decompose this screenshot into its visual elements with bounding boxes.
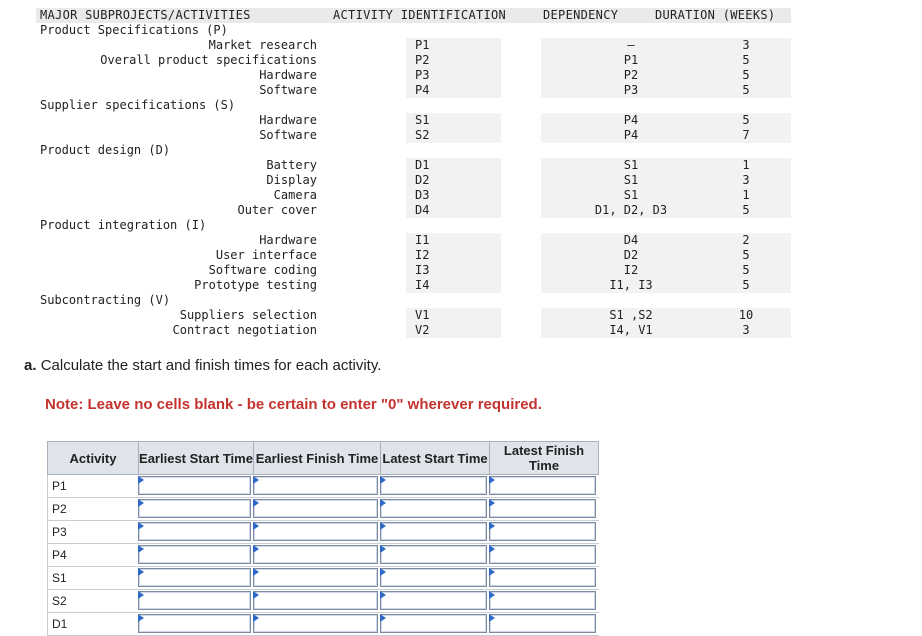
latest-finish-input[interactable]	[489, 591, 596, 610]
activity-name: Suppliers selection	[179, 308, 317, 322]
activity-row	[36, 203, 791, 218]
group-row	[36, 23, 791, 38]
answer-activity-label: S1	[47, 567, 137, 589]
input-flag-icon	[380, 591, 386, 599]
answer-cell	[137, 475, 252, 497]
input-flag-icon	[380, 522, 386, 530]
activity-duration: 3	[742, 38, 750, 52]
answer-cell	[379, 567, 488, 589]
answer-cell	[137, 590, 252, 612]
latest-start-input[interactable]	[380, 522, 487, 541]
activity-name: Overall product specifications	[100, 53, 317, 67]
activity-duration: 7	[742, 128, 750, 142]
input-flag-icon	[253, 499, 259, 507]
answer-cell	[252, 521, 379, 543]
answer-cell	[488, 567, 597, 589]
activity-id: I1	[415, 233, 430, 247]
activity-id: P2	[415, 53, 430, 67]
activity-id: I2	[415, 248, 430, 262]
answer-row	[47, 498, 599, 521]
activity-duration: 5	[742, 68, 750, 82]
activity-id: V2	[415, 323, 430, 337]
activity-name: Hardware	[259, 233, 317, 247]
activity-row	[36, 233, 791, 248]
group-row	[36, 98, 791, 113]
activity-dependency: I4, V1	[609, 323, 653, 337]
latest-start-input[interactable]	[380, 614, 487, 633]
activity-id: I3	[415, 263, 430, 277]
subproject-name: Subcontracting (V)	[40, 293, 171, 307]
question-part-label: a.	[24, 357, 37, 374]
input-flag-icon	[138, 499, 144, 507]
answer-cell	[252, 544, 379, 566]
input-flag-icon	[253, 591, 259, 599]
answer-cell	[488, 475, 597, 497]
col-earliest-finish-header: Earliest Finish Time	[253, 442, 380, 474]
activity-name: Contract negotiation	[172, 323, 317, 337]
answer-cell	[379, 498, 488, 520]
activity-duration: 5	[742, 203, 750, 217]
activity-name: Software	[259, 128, 317, 142]
activity-id: S2	[415, 128, 430, 142]
subproject-name: Product design (D)	[40, 143, 171, 157]
input-flag-icon	[138, 476, 144, 484]
group-row	[36, 218, 791, 233]
activity-duration: 1	[742, 188, 750, 202]
col-latest-start-header: Latest Start Time	[380, 442, 489, 474]
activity-id: D1	[415, 158, 430, 172]
latest-start-input[interactable]	[380, 568, 487, 587]
activity-id: D4	[415, 203, 430, 217]
earliest-start-input[interactable]	[138, 476, 251, 495]
activity-row	[36, 53, 791, 68]
answer-row	[47, 544, 599, 567]
input-flag-icon	[253, 476, 259, 484]
input-flag-icon	[380, 499, 386, 507]
answer-cell	[379, 544, 488, 566]
input-flag-icon	[489, 591, 495, 599]
activity-duration: 3	[742, 323, 750, 337]
header-duration: DURATION (WEEKS)	[655, 8, 776, 22]
activity-name: Outer cover	[237, 203, 317, 217]
activity-duration: 5	[742, 113, 750, 127]
answer-cell	[137, 613, 252, 635]
col-earliest-start-header: Earliest Start Time	[138, 442, 253, 474]
activity-name: Software	[259, 83, 317, 97]
activity-name: Camera	[273, 188, 317, 202]
activity-duration: 1	[742, 158, 750, 172]
activity-name: Software coding	[208, 263, 317, 277]
input-flag-icon	[138, 545, 144, 553]
activity-row	[36, 173, 791, 188]
activity-row	[36, 278, 791, 293]
activity-row	[36, 128, 791, 143]
input-flag-icon	[380, 476, 386, 484]
activity-id: P4	[415, 83, 430, 97]
activity-id: P1	[415, 38, 430, 52]
earliest-finish-input[interactable]	[253, 545, 378, 564]
col-activity-header: Activity	[69, 450, 117, 466]
earliest-start-input[interactable]	[138, 499, 251, 518]
activity-dependency: I2	[623, 263, 639, 277]
input-flag-icon	[489, 568, 495, 576]
answer-cell	[488, 544, 597, 566]
activity-duration: 5	[742, 83, 750, 97]
latest-finish-input[interactable]	[489, 522, 596, 541]
activity-name: Display	[266, 173, 317, 187]
answer-activity-label: P1	[47, 475, 137, 497]
input-flag-icon	[253, 522, 259, 530]
activity-id: I4	[415, 278, 430, 292]
activity-dependency: S1 ,S2	[609, 308, 653, 322]
latest-finish-input[interactable]	[489, 568, 596, 587]
answer-cell	[252, 613, 379, 635]
earliest-finish-input[interactable]	[253, 591, 378, 610]
subproject-name: Product integration (I)	[40, 218, 207, 232]
activity-dependency: D2	[623, 248, 639, 262]
activity-id: P3	[415, 68, 430, 82]
answer-activity-label: D1	[47, 613, 137, 635]
col-latest-finish-header: Latest Finish Time	[489, 442, 598, 474]
activity-table	[36, 8, 791, 338]
earliest-finish-input[interactable]	[253, 614, 378, 633]
input-flag-icon	[489, 545, 495, 553]
earliest-start-input[interactable]	[138, 591, 251, 610]
activity-duration: 5	[742, 263, 750, 277]
activity-row	[36, 323, 791, 338]
activity-row	[36, 83, 791, 98]
activity-id: D3	[415, 188, 430, 202]
header-subprojects: MAJOR SUBPROJECTS/ACTIVITIES	[40, 8, 251, 22]
group-row	[36, 143, 791, 158]
activity-dependency: D4	[623, 233, 639, 247]
answer-cell	[379, 475, 488, 497]
input-flag-icon	[380, 568, 386, 576]
activity-dependency: P1	[623, 53, 639, 67]
answer-cell	[137, 498, 252, 520]
subproject-name: Supplier specifications (S)	[40, 98, 236, 112]
activity-duration: 5	[742, 248, 750, 262]
earliest-finish-input[interactable]	[253, 568, 378, 587]
answer-table	[47, 441, 599, 636]
activity-dependency: P3	[623, 83, 639, 97]
latest-finish-input[interactable]	[489, 545, 596, 564]
latest-finish-input[interactable]	[489, 476, 596, 495]
activity-name: Prototype testing	[194, 278, 317, 292]
activity-dependency: I1, I3	[609, 278, 653, 292]
answer-cell	[379, 590, 488, 612]
activity-dependency: S1	[623, 188, 639, 202]
activity-duration: 10	[738, 308, 754, 322]
input-flag-icon	[138, 522, 144, 530]
latest-finish-input[interactable]	[489, 499, 596, 518]
answer-cell	[488, 590, 597, 612]
activity-dependency: —	[627, 38, 635, 52]
earliest-start-input[interactable]	[138, 545, 251, 564]
activity-name: Battery	[266, 158, 317, 172]
latest-start-input[interactable]	[380, 499, 487, 518]
latest-start-input[interactable]	[380, 476, 487, 495]
activity-row	[36, 188, 791, 203]
answer-row	[47, 567, 599, 590]
earliest-finish-input[interactable]	[253, 499, 378, 518]
header-activity-id: ACTIVITY IDENTIFICATION	[333, 8, 507, 22]
answer-row	[47, 590, 599, 613]
answer-cell	[252, 590, 379, 612]
activity-name: Hardware	[259, 68, 317, 82]
activity-table-header	[36, 8, 791, 23]
activity-dependency: P4	[623, 113, 639, 127]
header-dependency: DEPENDENCY	[543, 8, 619, 22]
input-flag-icon	[138, 568, 144, 576]
activity-id: D2	[415, 173, 430, 187]
question-prompt	[24, 357, 381, 374]
input-flag-icon	[253, 568, 259, 576]
answer-row	[47, 613, 599, 636]
answer-cell	[379, 613, 488, 635]
activity-row	[36, 38, 791, 53]
subproject-name: Product Specifications (P)	[40, 23, 228, 37]
answer-cell	[488, 498, 597, 520]
input-flag-icon	[253, 545, 259, 553]
activity-duration: 5	[742, 278, 750, 292]
answer-cell	[488, 613, 597, 635]
activity-id: V1	[415, 308, 430, 322]
earliest-start-input[interactable]	[138, 522, 251, 541]
latest-start-input[interactable]	[380, 591, 487, 610]
activity-dependency: S1	[623, 173, 639, 187]
activity-row	[36, 68, 791, 83]
activity-row	[36, 308, 791, 323]
activity-row	[36, 158, 791, 173]
activity-row	[36, 263, 791, 278]
answer-cell	[252, 475, 379, 497]
activity-dependency: D1, D2, D3	[594, 203, 668, 217]
answer-cell	[137, 521, 252, 543]
note-text: Note: Leave no cells blank - be certain to enter "0" wherever required.	[45, 396, 542, 413]
earliest-start-input[interactable]	[138, 614, 251, 633]
activity-table-body	[36, 23, 791, 338]
answer-activity-label: P3	[47, 521, 137, 543]
activity-name: User interface	[215, 248, 317, 262]
input-flag-icon	[380, 545, 386, 553]
latest-finish-input[interactable]	[489, 614, 596, 633]
answer-table-body	[47, 475, 599, 636]
answer-cell	[252, 498, 379, 520]
latest-start-input[interactable]	[380, 545, 487, 564]
earliest-finish-input[interactable]	[253, 476, 378, 495]
question-text: Calculate the start and finish times for each activity.	[40, 357, 382, 374]
earliest-finish-input[interactable]	[253, 522, 378, 541]
activity-name: Hardware	[259, 113, 317, 127]
input-flag-icon	[138, 591, 144, 599]
activity-dependency: P2	[623, 68, 639, 82]
answer-row	[47, 475, 599, 498]
answer-activity-label: P2	[47, 498, 137, 520]
answer-cell	[488, 521, 597, 543]
answer-cell	[137, 567, 252, 589]
input-flag-icon	[489, 522, 495, 530]
answer-cell	[252, 567, 379, 589]
answer-cell	[379, 521, 488, 543]
activity-row	[36, 248, 791, 263]
input-flag-icon	[489, 499, 495, 507]
answer-activity-label: S2	[47, 590, 137, 612]
earliest-start-input[interactable]	[138, 568, 251, 587]
activity-name: Market research	[208, 38, 317, 52]
activity-id: S1	[415, 113, 430, 127]
answer-row	[47, 521, 599, 544]
activity-dependency: P4	[623, 128, 639, 142]
activity-duration: 5	[742, 53, 750, 67]
activity-duration: 2	[742, 233, 750, 247]
answer-activity-label: P4	[47, 544, 137, 566]
activity-row	[36, 113, 791, 128]
input-flag-icon	[489, 476, 495, 484]
answer-cell	[137, 544, 252, 566]
group-row	[36, 293, 791, 308]
activity-dependency: S1	[623, 158, 639, 172]
activity-duration: 3	[742, 173, 750, 187]
answer-table-header	[47, 441, 599, 475]
